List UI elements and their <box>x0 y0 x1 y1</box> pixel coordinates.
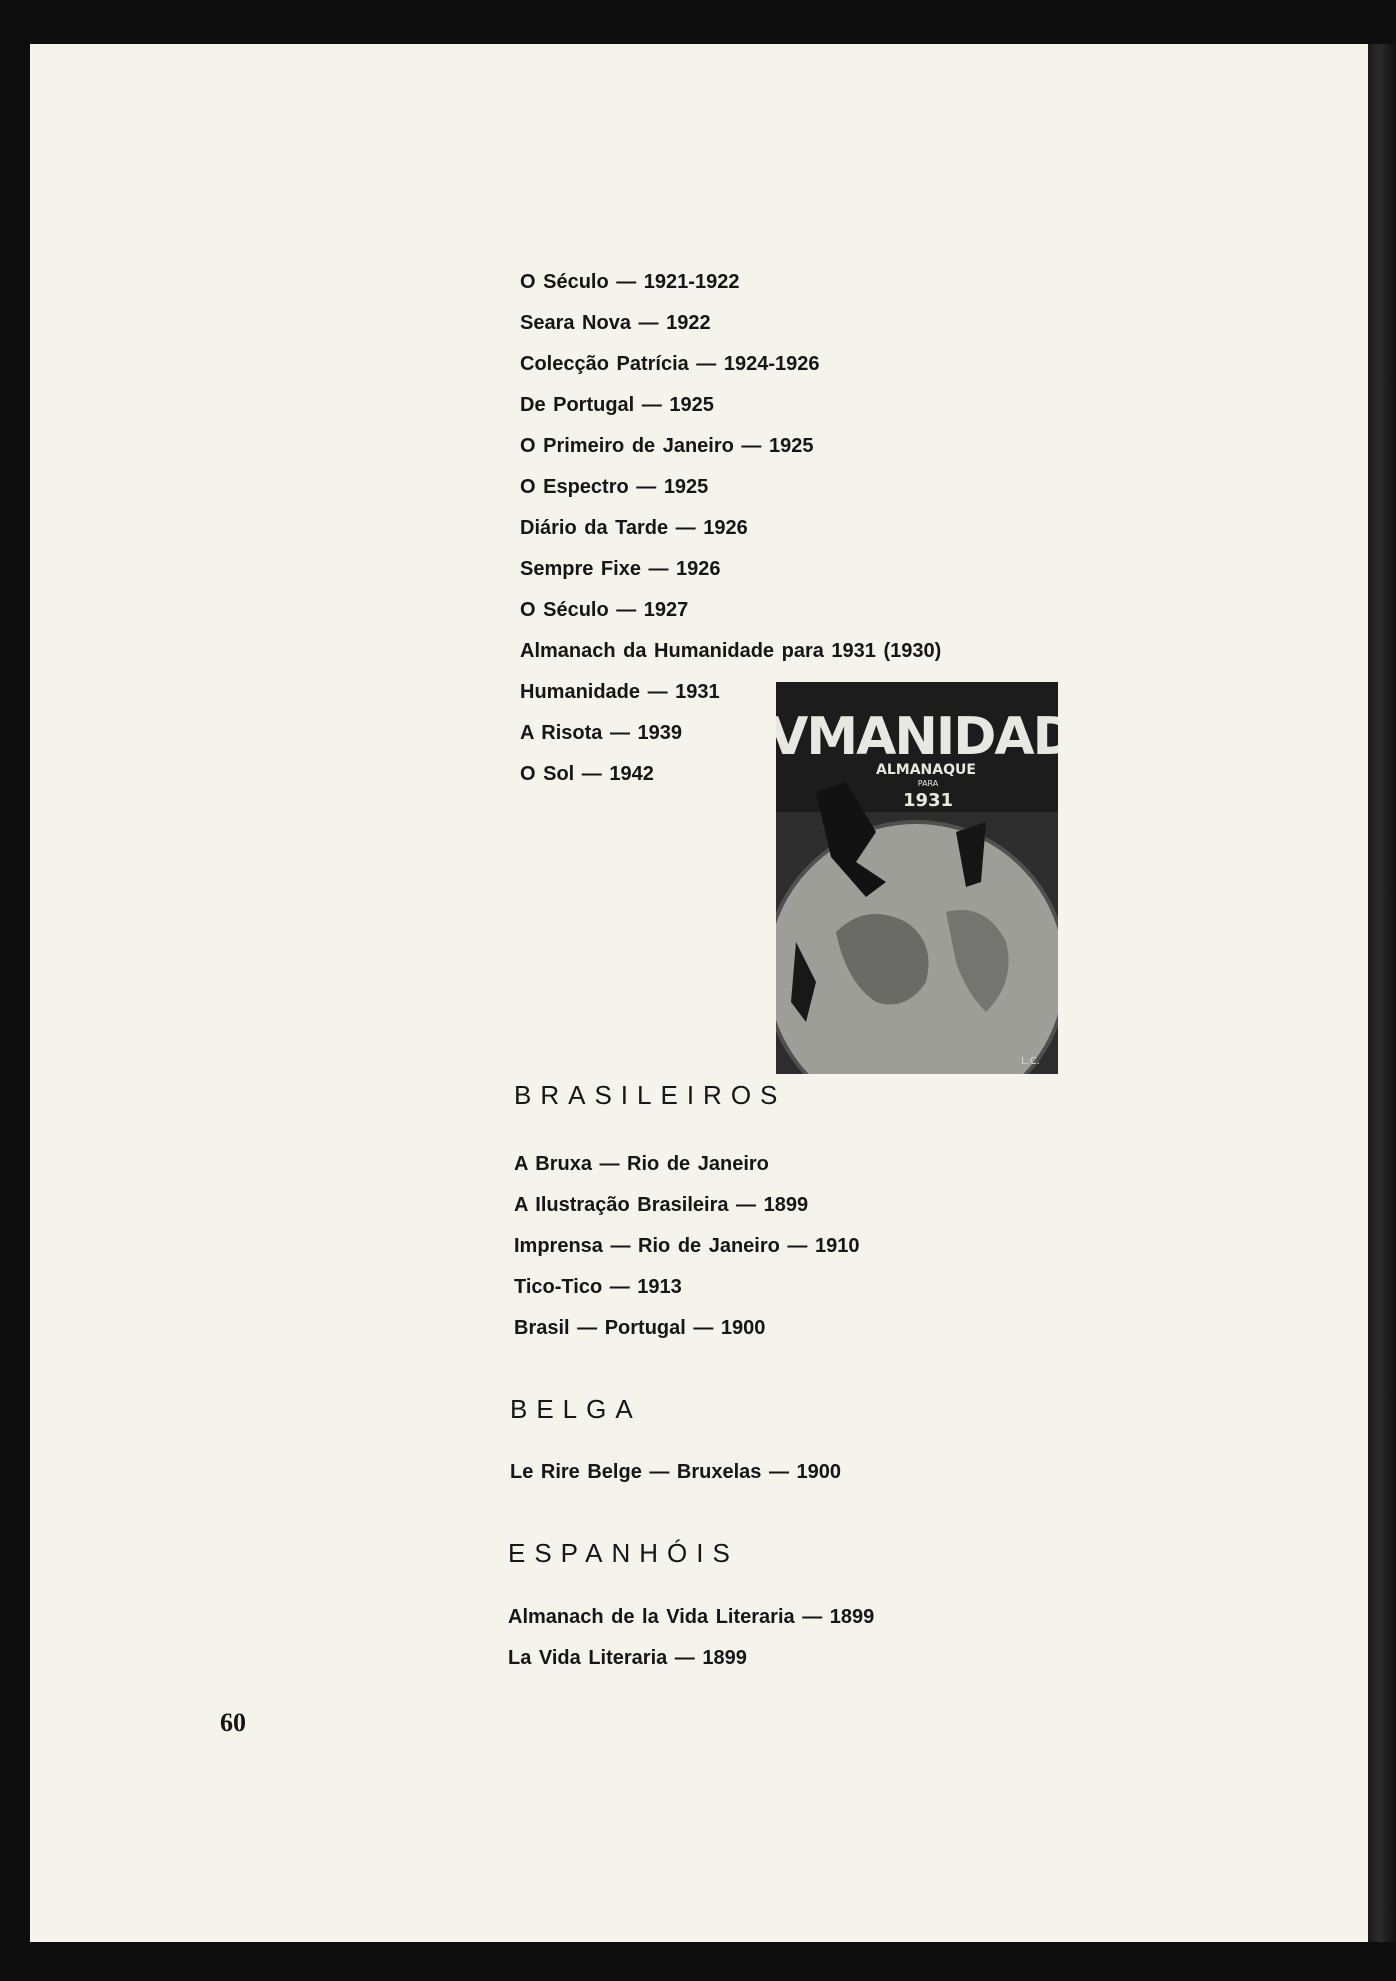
list-item: Le Rire Belge — Bruxelas — 1900 <box>510 1461 842 1483</box>
list-item: Diário da Tarde — 1926 <box>520 517 748 539</box>
poster-subtitle: ALMANAQUE <box>876 762 976 778</box>
brasileiros-list <box>514 1144 859 1349</box>
heading-espanhois: ESPANHÓIS <box>508 1538 739 1568</box>
page-sheet <box>30 44 1368 1942</box>
espanhois-list <box>508 1597 874 1679</box>
list-item: A Ilustração Brasileira — 1899 <box>514 1194 809 1216</box>
list-item: De Portugal — 1925 <box>520 394 714 416</box>
list-item: Brasil — Portugal — 1900 <box>514 1317 766 1339</box>
list-item: A Bruxa — Rio de Janeiro <box>514 1153 769 1175</box>
page-number: 60 <box>220 1708 246 1737</box>
belga-list <box>510 1452 841 1493</box>
poster-signature: L.C. <box>1021 1056 1040 1067</box>
poster-year: 1931 <box>902 790 954 811</box>
list-item: Colecção Patrícia — 1924-1926 <box>520 353 820 375</box>
list-item: Seara Nova — 1922 <box>520 312 711 334</box>
list-item: Imprensa — Rio de Janeiro — 1910 <box>514 1235 860 1257</box>
almanac-poster-image <box>776 682 1058 1074</box>
list-item: O Sol — 1942 <box>520 763 654 785</box>
list-item: O Primeiro de Janeiro — 1925 <box>520 435 814 457</box>
heading-brasileiros: BRASILEIROS <box>514 1080 787 1110</box>
list-item: A Risota — 1939 <box>520 722 682 744</box>
page-edge <box>1368 44 1396 1942</box>
heading-belga: BELGA <box>510 1394 642 1424</box>
list-item: Almanach da Humanidade para 1931 (1930) <box>520 640 942 662</box>
list-item: Tico-Tico — 1913 <box>514 1276 682 1298</box>
list-item: Almanach de la Vida Literaria — 1899 <box>508 1606 875 1628</box>
poster-para: PARA <box>917 779 939 788</box>
list-item: Humanidade — 1931 <box>520 681 720 703</box>
list-item: Sempre Fixe — 1926 <box>520 558 721 580</box>
list-item: O Século — 1927 <box>520 599 689 621</box>
list-item: O Século — 1921-1922 <box>520 271 740 293</box>
list-item: La Vida Literaria — 1899 <box>508 1647 747 1669</box>
list-item: O Espectro — 1925 <box>520 476 709 498</box>
poster-title: VMANIDAD <box>776 707 1058 767</box>
